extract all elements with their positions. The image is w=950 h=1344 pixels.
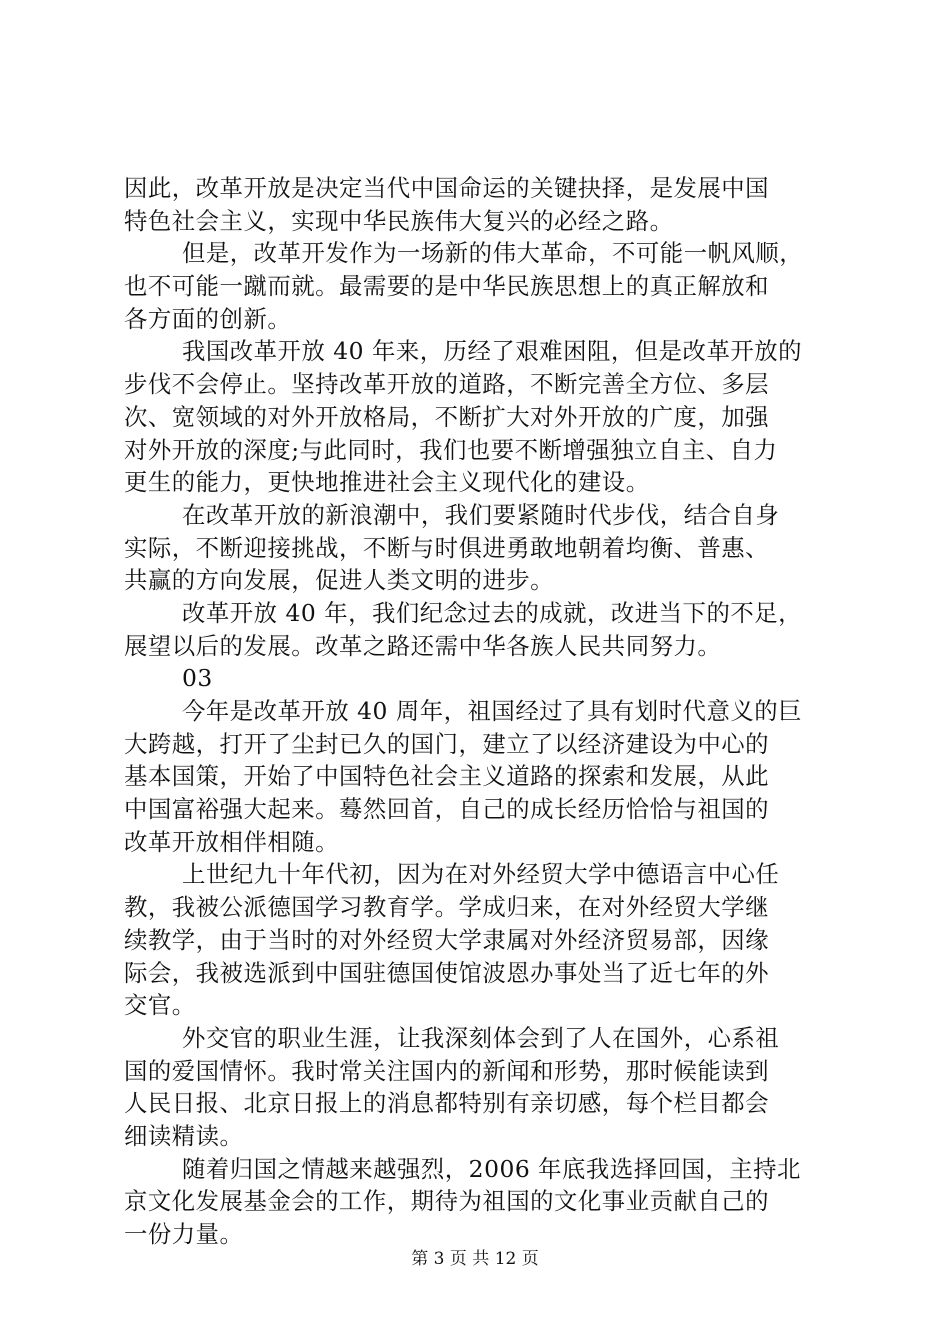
text-line: 步伐不会停止。坚持改革开放的道路，不断完善全方位、多层 xyxy=(124,370,770,399)
text-line: 因此，改革开放是决定当代中国命运的关键抉择，是发展中国 xyxy=(124,174,770,202)
text-line: 国的爱国情怀。我时常关注国内的新闻和形势，那时候能读到 xyxy=(124,1056,770,1085)
text-line: 实际，不断迎接挑战，不断与时俱进勇敢地朝着均衡、普惠、 xyxy=(124,533,770,562)
text-line: 改革开放相伴相随。 xyxy=(124,827,340,856)
text-line: 交官。 xyxy=(124,991,196,1020)
text-line: 次、宽领域的对外开放格局，不断扩大对外开放的广度，加强 xyxy=(124,402,770,431)
text-line: 大跨越，打开了尘封已久的国门，建立了以经济建设为中心的 xyxy=(124,729,770,758)
section-number: 03 xyxy=(182,664,213,693)
text-line: 改革开放 40 年，我们纪念过去的成就，改进当下的不足， xyxy=(182,598,803,627)
text-line: 展望以后的发展。改革之路还需中华各族人民共同努力。 xyxy=(124,631,722,660)
text-line: 际会，我被选派到中国驻德国使馆波恩办事处当了近七年的外 xyxy=(124,958,770,987)
text-line: 外交官的职业生涯，让我深刻体会到了人在国外，心系祖 xyxy=(182,1023,780,1052)
text-line: 各方面的创新。 xyxy=(124,304,292,333)
text-line: 续教学，由于当时的对外经贸大学隶属对外经济贸易部，因缘 xyxy=(124,925,770,954)
text-line: 人民日报、北京日报上的消息都特别有亲切感，每个栏目都会 xyxy=(124,1089,770,1118)
text-line: 中国富裕强大起来。蓦然回首，自己的成长经历恰恰与祖国的 xyxy=(124,795,770,824)
text-line: 一份力量。 xyxy=(124,1220,244,1248)
text-line: 对外开放的深度;与此同时，我们也要不断增强独立自主、自力 xyxy=(124,435,778,464)
text-line: 特色社会主义，实现中华民族伟大复兴的必经之路。 xyxy=(124,206,674,235)
text-line: 在改革开放的新浪潮中，我们要紧随时代步伐，结合自身 xyxy=(182,500,780,529)
text-line: 上世纪九十年代初，因为在对外经贸大学中德语言中心任 xyxy=(182,860,780,889)
text-line: 但是，改革开发作为一场新的伟大革命，不可能一帆风顺， xyxy=(182,239,804,268)
text-line: 今年是改革开放 40 周年，祖国经过了具有划时代意义的巨 xyxy=(182,697,803,725)
text-line: 我国改革开放 40 年来，历经了艰难困阻，但是改革开放的 xyxy=(182,337,803,366)
text-line: 基本国策，开始了中国特色社会主义道路的探索和发展，从此 xyxy=(124,762,770,791)
text-line: 随着归国之情越来越强烈，2006 年底我选择回国，主持北 xyxy=(182,1154,801,1183)
text-line: 更生的能力，更快地推进社会主义现代化的建设。 xyxy=(124,468,650,497)
text-line: 京文化发展基金会的工作，期待为祖国的文化事业贡献自己的 xyxy=(124,1187,770,1216)
text-line: 共赢的方向发展，促进人类文明的进步。 xyxy=(124,566,555,595)
text-line: 教，我被公派德国学习教育学。学成归来，在对外经贸大学继 xyxy=(124,893,770,922)
page-footer: 第 3 页 共 12 页 xyxy=(411,1249,539,1269)
document-body xyxy=(124,172,838,1251)
text-line: 细读精读。 xyxy=(124,1121,244,1150)
text-line: 也不可能一蹴而就。最需要的是中华民族思想上的真正解放和 xyxy=(124,272,770,301)
